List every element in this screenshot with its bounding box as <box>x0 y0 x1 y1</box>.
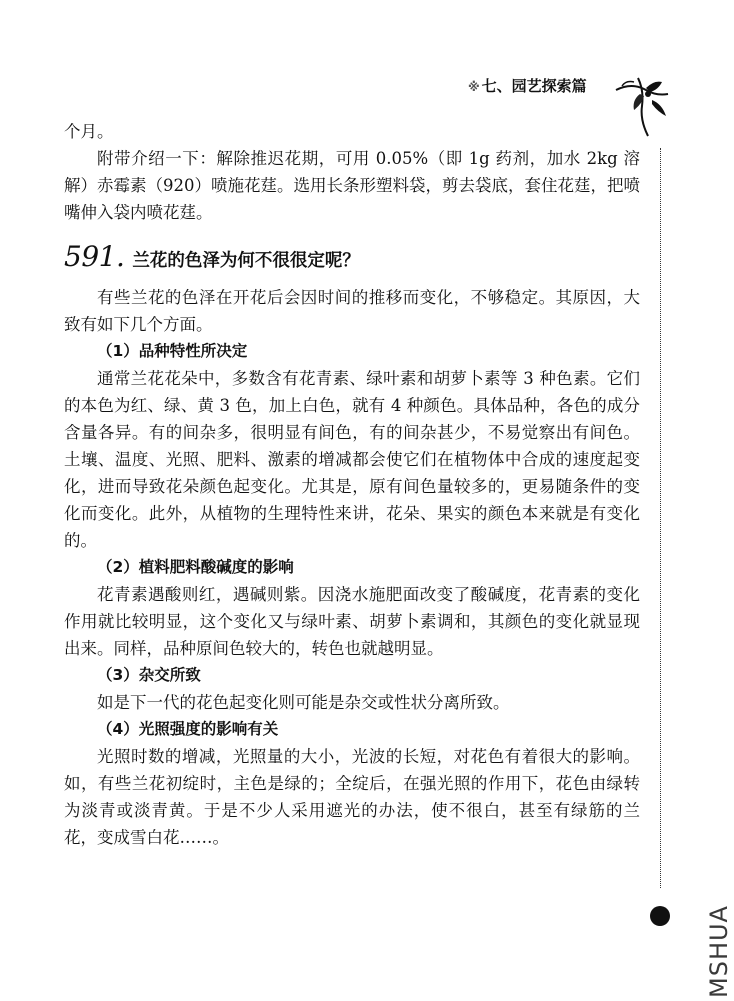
paragraph: 有些兰花的色泽在开花后会因时间的推移而变化，不够稳定。其原因，大致有如下几个方面。 <box>64 288 640 334</box>
margin-dotted-rule <box>660 148 661 888</box>
running-header <box>468 74 618 98</box>
sub-heading: （2）植料肥料酸碱度的影响 <box>97 558 294 576</box>
page-body <box>64 118 640 851</box>
section-title: 兰花的色泽为何不很很定呢？ <box>132 251 360 271</box>
running-title: 七、园艺探索篇 <box>481 77 587 95</box>
section-heading <box>64 240 640 276</box>
paragraph: 通常兰花花朵中，多数含有花青素、绿叶素和胡萝卜素等 3 种色素。它们的本色为红、绿、黄 3 色，加上白色，就有 4 种颜色。具体品种，各色的成分含量各异。有的间杂多，很明显有间色，有的间杂甚少，不易觉察出有间色。土壤、温度、光照、肥料、激素的增减都会使它们在植物体中合成的速度起变化，进而导致花朵颜色起变化。尤其是，原有间色量较多的，更易随条件的变化而变化。此外，从植物的生理特性来讲，花朵、果实的颜色本来就是有变化的。 <box>64 369 640 550</box>
intro-paragraph: 附带介绍一下：解除推迟花期，可用 0.05%（即 1g 药剂，加水 2kg 溶解）赤霉素（920）喷施花莛。选用长条形塑料袋，剪去袋底，套住花莛，把喷嘴伸入袋内喷花莛。 <box>64 149 640 222</box>
paragraph: 如是下一代的花色起变化则可能是杂交或性状分离所致。 <box>97 693 510 712</box>
section-number: 591. <box>64 240 125 273</box>
corner-dot-ornament <box>650 906 670 926</box>
carryover-line: 个月。 <box>64 122 114 141</box>
watermark <box>668 880 733 998</box>
header-ornament-icon: ※ <box>468 80 480 94</box>
sub-heading: （1）品种特性所决定 <box>97 342 248 360</box>
watermark-text: MSHUA <box>705 905 733 998</box>
paragraph: 光照时数的增减，光照量的大小，光波的长短，对花色有着很大的影响。如，有些兰花初绽时，主色是绿的；全绽后，在强光照的作用下，花色由绿转为淡青或淡青黄。于是不少人采用遮光的办法，使不很白，甚至有绿筋的兰花，变成雪白花……。 <box>64 747 640 847</box>
paragraph: 花青素遇酸则红，遇碱则紫。因浇水施肥面改变了酸碱度，花青素的变化作用就比较明显，这个变化又与绿叶素、胡萝卜素调和，其颜色的变化就显现出来。同样，品种原间色较大的，转色也就越明显。 <box>64 585 640 658</box>
sub-heading: （3）杂交所致 <box>97 666 201 684</box>
sub-heading: （4）光照强度的影响有关 <box>97 720 279 738</box>
